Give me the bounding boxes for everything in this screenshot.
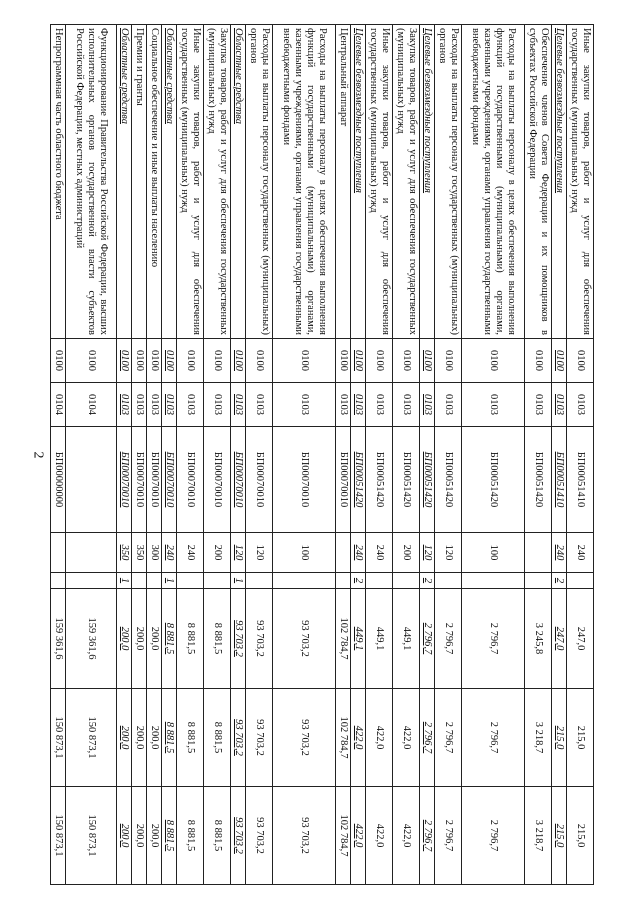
source-code [366, 573, 393, 589]
target-article-code: БП00000000 [51, 427, 66, 533]
table-row [525, 25, 552, 885]
amount-year-3: 93 703,2 [273, 787, 336, 885]
source-code: 1 [162, 573, 177, 589]
source-code [66, 573, 117, 589]
amount-year-2: 422,0 [366, 689, 393, 787]
target-article-code: БП00070010 [147, 427, 162, 533]
source-code: 2 [420, 573, 435, 589]
expense-type-code: 240 [351, 533, 366, 573]
amount-year-3: 200,0 [117, 787, 132, 885]
section-code: 0100 [393, 339, 420, 383]
amount-year-1: 449,1 [351, 589, 366, 689]
amount-year-1: 93 703,2 [246, 589, 273, 689]
amount-year-3: 93 703,2 [246, 787, 273, 885]
expense-type-code: 120 [231, 533, 246, 573]
amount-year-2: 150 873,1 [51, 689, 66, 787]
row-name: Расходы на выплаты персоналу государственных (муниципальных) органов [435, 25, 462, 339]
subsection-code: 0103 [552, 383, 567, 427]
section-code: 0100 [147, 339, 162, 383]
target-article-code: БП00051420 [366, 427, 393, 533]
expense-type-code: 240 [552, 533, 567, 573]
row-name: Областные средства [231, 25, 246, 339]
row-name: Закупка товаров, работ и услуг для обеспечения государственных (муниципальных) нужд [393, 25, 420, 339]
target-article-code: БП00051420 [420, 427, 435, 533]
expense-type-code [336, 533, 351, 573]
amount-year-1: 2 796,7 [435, 589, 462, 689]
row-name: Целевые безвозмездные поступления [351, 25, 366, 339]
row-name: Обеспечение членов Совета Федерации и их помощников в субъектах Российской Федерации [525, 25, 552, 339]
amount-year-1: 93 703,2 [231, 589, 246, 689]
section-code: 0100 [231, 339, 246, 383]
row-name: Областные средства [162, 25, 177, 339]
amount-year-2: 2 796,7 [462, 689, 525, 787]
expense-type-code: 240 [366, 533, 393, 573]
target-article-code: БП00051420 [351, 427, 366, 533]
section-code: 0100 [51, 339, 66, 383]
row-name: Премии и гранты [132, 25, 147, 339]
row-name: Областные средства [117, 25, 132, 339]
amount-year-1: 2 796,7 [462, 589, 525, 689]
source-code [462, 573, 525, 589]
section-code: 0100 [435, 339, 462, 383]
source-code [147, 573, 162, 589]
table-row [351, 25, 366, 885]
source-code [567, 573, 594, 589]
amount-year-1: 449,1 [366, 589, 393, 689]
amount-year-3: 200,0 [132, 787, 147, 885]
budget-table-body [51, 25, 594, 885]
source-code [525, 573, 552, 589]
expense-type-code: 240 [177, 533, 204, 573]
expense-type-code: 200 [204, 533, 231, 573]
target-article-code: БП00070010 [162, 427, 177, 533]
section-code: 0100 [366, 339, 393, 383]
amount-year-1: 247,0 [567, 589, 594, 689]
expense-type-code: 240 [162, 533, 177, 573]
source-code [393, 573, 420, 589]
amount-year-3: 102 784,7 [336, 787, 351, 885]
section-code: 0100 [567, 339, 594, 383]
expense-type-code: 120 [246, 533, 273, 573]
target-article-code: БП00051420 [525, 427, 552, 533]
table-row [552, 25, 567, 885]
expense-type-code: 240 [567, 533, 594, 573]
amount-year-2: 422,0 [351, 689, 366, 787]
table-row [204, 25, 231, 885]
target-article-code: БП00070010 [273, 427, 336, 533]
source-code [177, 573, 204, 589]
amount-year-1: 2 796,7 [420, 589, 435, 689]
table-row [231, 25, 246, 885]
table-row [336, 25, 351, 885]
amount-year-1: 3 245,8 [525, 589, 552, 689]
subsection-code: 0103 [420, 383, 435, 427]
amount-year-2: 93 703,2 [273, 689, 336, 787]
amount-year-3: 422,0 [351, 787, 366, 885]
source-code: 2 [552, 573, 567, 589]
section-code: 0100 [246, 339, 273, 383]
expense-type-code: 350 [132, 533, 147, 573]
amount-year-2: 422,0 [393, 689, 420, 787]
subsection-code: 0103 [132, 383, 147, 427]
expense-type-code: 120 [435, 533, 462, 573]
row-name: Центральный аппарат [336, 25, 351, 339]
subsection-code: 0103 [177, 383, 204, 427]
rotated-page-area [53, 24, 594, 884]
expense-type-code: 100 [273, 533, 336, 573]
amount-year-2: 102 784,7 [336, 689, 351, 787]
section-code: 0100 [525, 339, 552, 383]
amount-year-3: 2 796,7 [462, 787, 525, 885]
row-name: Расходы на выплаты персоналу государственных (муниципальных) органов [246, 25, 273, 339]
amount-year-1: 159 361,6 [51, 589, 66, 689]
amount-year-3: 422,0 [366, 787, 393, 885]
amount-year-3: 93 703,2 [231, 787, 246, 885]
target-article-code: БП00051410 [567, 427, 594, 533]
table-row [273, 25, 336, 885]
subsection-code: 0103 [231, 383, 246, 427]
table-row [162, 25, 177, 885]
amount-year-2: 93 703,2 [231, 689, 246, 787]
amount-year-1: 159 361,6 [66, 589, 117, 689]
section-code: 0100 [177, 339, 204, 383]
subsection-code: 0103 [351, 383, 366, 427]
section-code: 0100 [117, 339, 132, 383]
section-code: 0100 [66, 339, 117, 383]
table-row [462, 25, 525, 885]
amount-year-3: 215,0 [567, 787, 594, 885]
subsection-code: 0103 [117, 383, 132, 427]
amount-year-1: 449,1 [393, 589, 420, 689]
table-row [132, 25, 147, 885]
amount-year-3: 8 881,5 [177, 787, 204, 885]
amount-year-1: 8 881,5 [162, 589, 177, 689]
source-code: 2 [351, 573, 366, 589]
amount-year-1: 93 703,2 [273, 589, 336, 689]
table-row [393, 25, 420, 885]
table-row [51, 25, 66, 885]
section-code: 0100 [552, 339, 567, 383]
amount-year-2: 2 796,7 [435, 689, 462, 787]
section-code: 0100 [351, 339, 366, 383]
subsection-code: 0103 [525, 383, 552, 427]
table-row [177, 25, 204, 885]
subsection-code: 0103 [273, 383, 336, 427]
row-name: Функционирование Правительства Российской Федерации, высших исполнительных органов государственной власти субъектов Российской Федерации, местных администраций [66, 25, 117, 339]
subsection-code: 0103 [336, 383, 351, 427]
target-article-code: БП00051420 [393, 427, 420, 533]
expense-type-code [525, 533, 552, 573]
section-code: 0100 [273, 339, 336, 383]
row-name: Расходы на выплаты персоналу в целях обеспечения выполнения функций государственными (муниципальными) органами, казенными учреждениями, органами управления государственными внебюджетными фондами [462, 25, 525, 339]
amount-year-1: 8 881,5 [204, 589, 231, 689]
target-article-code: БП00051420 [462, 427, 525, 533]
table-row [435, 25, 462, 885]
row-name: Целевые безвозмездные поступления [552, 25, 567, 339]
source-code [336, 573, 351, 589]
table-row [246, 25, 273, 885]
source-code [51, 573, 66, 589]
target-article-code: БП00051420 [435, 427, 462, 533]
subsection-code: 0103 [567, 383, 594, 427]
target-article-code: БП00070010 [336, 427, 351, 533]
amount-year-1: 247,0 [552, 589, 567, 689]
target-article-code: БП00070010 [231, 427, 246, 533]
source-code [132, 573, 147, 589]
subsection-code: 0104 [66, 383, 117, 427]
expense-type-code: 120 [420, 533, 435, 573]
amount-year-3: 3 218,7 [525, 787, 552, 885]
amount-year-2: 200,0 [117, 689, 132, 787]
target-article-code: БП00070010 [117, 427, 132, 533]
section-code: 0100 [462, 339, 525, 383]
amount-year-2: 8 881,5 [162, 689, 177, 787]
table-row [117, 25, 132, 885]
subsection-code: 0103 [246, 383, 273, 427]
row-name: Целевые безвозмездные поступления [420, 25, 435, 339]
section-code: 0100 [132, 339, 147, 383]
source-code: 1 [231, 573, 246, 589]
amount-year-1: 200,0 [147, 589, 162, 689]
subsection-code: 0104 [51, 383, 66, 427]
page-number: 2 [30, 451, 46, 459]
row-name: Расходы на выплаты персоналу в целях обеспечения выполнения функций государственными (муниципальными) органами, казенными учреждениями, органами управления государственными внебюджетными фондами [273, 25, 336, 339]
expense-type-code: 350 [117, 533, 132, 573]
table-row [567, 25, 594, 885]
amount-year-1: 8 881,5 [177, 589, 204, 689]
table-row [366, 25, 393, 885]
amount-year-3: 215,0 [552, 787, 567, 885]
source-code [435, 573, 462, 589]
amount-year-2: 150 873,1 [66, 689, 117, 787]
amount-year-3: 2 796,7 [435, 787, 462, 885]
subsection-code: 0103 [366, 383, 393, 427]
table-row [66, 25, 117, 885]
amount-year-2: 200,0 [132, 689, 147, 787]
expense-type-code: 100 [462, 533, 525, 573]
row-name: Иные закупки товаров, работ и услуг для обеспечения государственных (муниципальных) нужд [366, 25, 393, 339]
amount-year-2: 2 796,7 [420, 689, 435, 787]
section-code: 0100 [420, 339, 435, 383]
subsection-code: 0103 [147, 383, 162, 427]
amount-year-3: 200,0 [147, 787, 162, 885]
target-article-code: БП00051410 [552, 427, 567, 533]
table-row [147, 25, 162, 885]
target-article-code: БП00070010 [132, 427, 147, 533]
target-article-code: БП00070010 [177, 427, 204, 533]
amount-year-2: 8 881,5 [177, 689, 204, 787]
section-code: 0100 [204, 339, 231, 383]
amount-year-3: 150 873,1 [66, 787, 117, 885]
target-article-code: БП00070010 [204, 427, 231, 533]
source-code: 1 [117, 573, 132, 589]
budget-table [50, 24, 594, 885]
subsection-code: 0103 [204, 383, 231, 427]
amount-year-3: 150 873,1 [51, 787, 66, 885]
expense-type-code: 300 [147, 533, 162, 573]
row-name: Непрограммная часть областного бюджета [51, 25, 66, 339]
amount-year-2: 200,0 [147, 689, 162, 787]
amount-year-2: 8 881,5 [204, 689, 231, 787]
amount-year-2: 93 703,2 [246, 689, 273, 787]
section-code: 0100 [162, 339, 177, 383]
section-code: 0100 [336, 339, 351, 383]
amount-year-2: 215,0 [567, 689, 594, 787]
amount-year-1: 102 784,7 [336, 589, 351, 689]
amount-year-3: 2 796,7 [420, 787, 435, 885]
target-article-code: БП00070010 [246, 427, 273, 533]
row-name: Иные закупки товаров, работ и услуг для обеспечения государственных (муниципальных) нужд [567, 25, 594, 339]
subsection-code: 0103 [462, 383, 525, 427]
source-code [204, 573, 231, 589]
expense-type-code [51, 533, 66, 573]
source-code [246, 573, 273, 589]
row-name: Закупка товаров, работ и услуг для обеспечения государственных (муниципальных) нужд [204, 25, 231, 339]
row-name: Социальное обеспечение и иные выплаты населению [147, 25, 162, 339]
target-article-code [66, 427, 117, 533]
budget-table-wrapper [53, 24, 594, 884]
amount-year-3: 8 881,5 [204, 787, 231, 885]
amount-year-1: 200,0 [132, 589, 147, 689]
amount-year-2: 3 218,7 [525, 689, 552, 787]
amount-year-3: 8 881,5 [162, 787, 177, 885]
amount-year-1: 200,0 [117, 589, 132, 689]
expense-type-code [66, 533, 117, 573]
subsection-code: 0103 [393, 383, 420, 427]
subsection-code: 0103 [162, 383, 177, 427]
table-row [420, 25, 435, 885]
amount-year-2: 215,0 [552, 689, 567, 787]
amount-year-3: 422,0 [393, 787, 420, 885]
expense-type-code: 200 [393, 533, 420, 573]
subsection-code: 0103 [435, 383, 462, 427]
row-name: Иные закупки товаров, работ и услуг для обеспечения государственных (муниципальных) нужд [177, 25, 204, 339]
source-code [273, 573, 336, 589]
